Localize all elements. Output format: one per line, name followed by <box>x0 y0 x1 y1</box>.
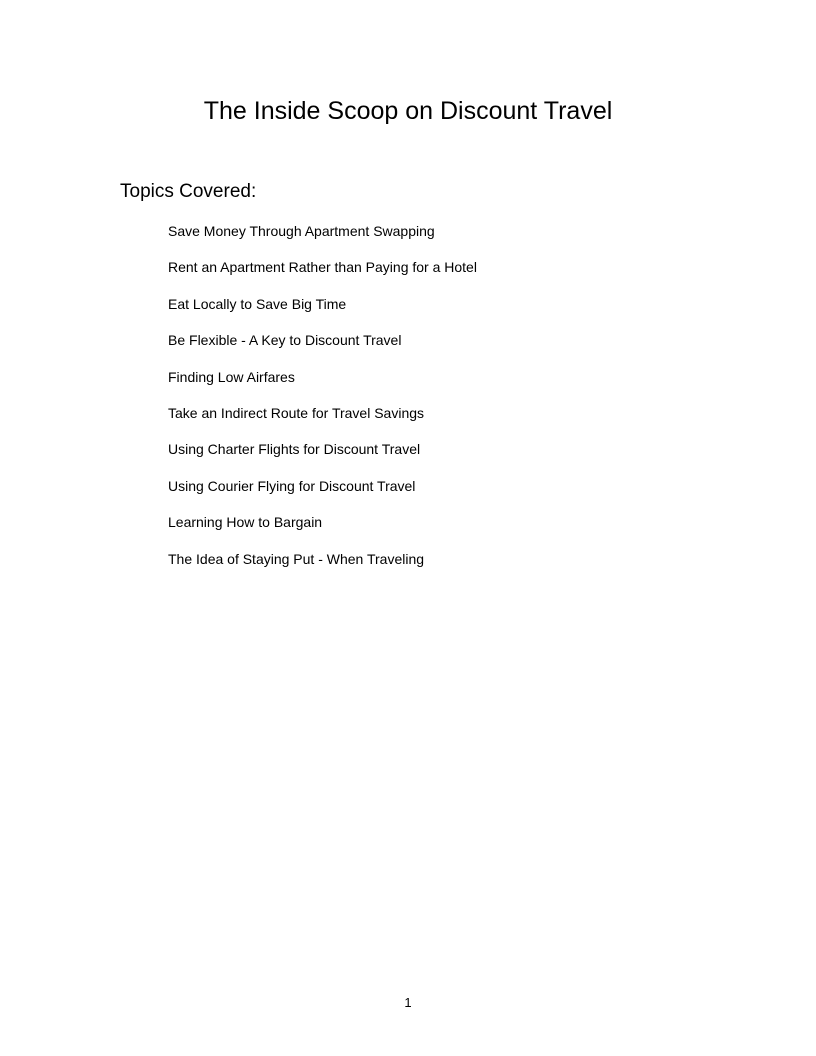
topic-item: Take an Indirect Route for Travel Savings <box>168 404 425 421</box>
document-title: The Inside Scoop on Discount Travel <box>203 97 613 125</box>
topic-item: Save Money Through Apartment Swapping <box>168 223 435 239</box>
topic-item: Using Charter Flights for Discount Travel <box>168 441 421 458</box>
topics-heading: Topics Covered: <box>120 181 257 202</box>
topic-item: Finding Low Airfares <box>168 368 295 385</box>
topic-item: The Idea of Staying Put - When Traveling <box>168 550 425 567</box>
topics-list <box>168 222 477 586</box>
topic-item: Eat Locally to Save Big Time <box>168 295 347 312</box>
page-number: 1 <box>404 995 412 1010</box>
topic-item: Using Courier Flying for Discount Travel <box>168 477 416 494</box>
topic-item: Rent an Apartment Rather than Paying for a Hotel <box>168 259 477 276</box>
topic-item: Be Flexible - A Key to Discount Travel <box>168 332 402 349</box>
topic-item: Learning How to Bargain <box>168 514 323 531</box>
